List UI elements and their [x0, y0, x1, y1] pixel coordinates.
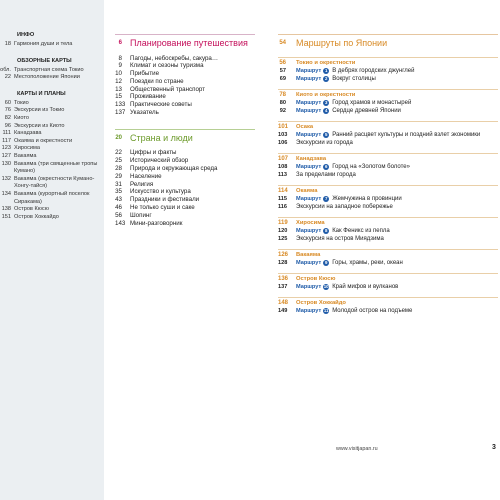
route-entry[interactable]	[278, 75, 498, 83]
entry-content	[296, 131, 498, 139]
entry-page-number: 57	[279, 67, 286, 74]
entry-label: Местоположение Японии	[14, 74, 80, 81]
entry-label: Горы, храмы, реки, океан	[332, 259, 403, 266]
toc-entry[interactable]	[115, 149, 255, 157]
entry-label: Экскурсии из Киото	[14, 122, 65, 129]
entry-page-number: 25	[115, 157, 122, 165]
entry-content	[296, 99, 498, 107]
route-entry[interactable]	[278, 171, 498, 179]
entry-label: Не только суши и саке	[130, 203, 195, 211]
section-page-number: 54	[279, 40, 286, 46]
entry-content	[296, 259, 498, 267]
sidebar	[0, 0, 104, 500]
region-name: Окаяма	[296, 187, 318, 194]
entry-label: В дебрях городских джунглей	[332, 67, 415, 74]
route-entry[interactable]	[278, 235, 498, 243]
sidebar-map-entry[interactable]	[0, 100, 104, 108]
entry-label: Молодой остров на подъеме	[332, 307, 413, 314]
region-header[interactable]	[278, 217, 498, 227]
sidebar-map-entry[interactable]	[0, 138, 104, 146]
entry-label: Экскурсии из Токио	[14, 107, 65, 114]
route-number-badge: 4	[324, 107, 328, 113]
route-number-badge: 9	[324, 259, 328, 265]
sidebar-map-entry[interactable]	[0, 67, 104, 75]
route-label: Маршрут	[296, 195, 322, 202]
entry-label: Прибытие	[130, 70, 160, 78]
entry-page-number: 76	[4, 107, 11, 114]
entry-label: Общественный транспорт	[130, 85, 206, 93]
route-label: Маршрут	[296, 163, 322, 170]
entry-page-number: 35	[115, 188, 122, 196]
right-column	[278, 34, 498, 321]
route-number-badge: 10	[323, 283, 329, 289]
entry-page-number: 130	[1, 160, 11, 167]
route-number-badge: 7	[324, 195, 328, 201]
entry-content	[296, 139, 498, 147]
entry-label: Гармония души и тела	[14, 41, 73, 47]
entry-page-number: 137	[115, 109, 126, 117]
entry-page-number: 108	[278, 163, 288, 170]
entry-label: Поездки по стране	[130, 77, 184, 85]
region-block	[278, 121, 498, 147]
entry-page-number: 92	[279, 107, 286, 114]
sidebar-heading: ИНФО	[17, 32, 35, 38]
region-block	[278, 153, 498, 179]
entry-page-number: 12	[115, 77, 122, 85]
entry-page-number: 22	[115, 149, 122, 157]
region-block	[278, 89, 498, 115]
sidebar-heading: КАРТЫ И ПЛАНЫ	[17, 90, 66, 97]
route-number-badge: 5	[324, 131, 328, 137]
entry-page-number: 82	[4, 114, 11, 121]
sidebar-map-entry[interactable]	[0, 74, 104, 82]
route-label: Маршрут	[296, 283, 322, 290]
entry-page-number: 29	[115, 172, 122, 180]
sidebar-map-entry[interactable]	[0, 191, 104, 206]
toc-entry[interactable]	[115, 220, 255, 228]
entry-content	[296, 67, 498, 75]
entry-label: Вакаяма	[14, 152, 37, 159]
entry-label: Климат и сезоны туризма	[130, 62, 204, 70]
entry-content	[296, 227, 498, 235]
entry-label: Экскурсии на западное побережье	[296, 203, 393, 210]
entry-label: Вокруг столицы	[332, 75, 376, 82]
region-header[interactable]	[278, 153, 498, 163]
section-title[interactable]: Планирование путешествия	[130, 38, 248, 48]
entry-label: Указатель	[130, 109, 159, 117]
region-page-number: 101	[278, 123, 289, 130]
entry-label: Остров Хоккайдо	[14, 213, 59, 220]
entry-label: Шопинг	[130, 211, 152, 219]
entry-label: Праздники и фестивали	[130, 196, 200, 204]
toc-entry[interactable]	[115, 86, 255, 94]
region-page-number: 119	[278, 219, 288, 226]
region-name: Осака	[296, 123, 314, 130]
entry-label: Жемчужина в провинции	[332, 195, 402, 202]
sidebar-map-entry[interactable]	[0, 161, 104, 176]
entry-label: Город на «Золотом болоте»	[332, 163, 410, 170]
entry-label: Религия	[130, 180, 154, 188]
sidebar-map-entry[interactable]	[0, 206, 104, 214]
route-entry[interactable]	[278, 195, 498, 203]
route-label: Маршрут	[296, 75, 322, 82]
region-header[interactable]	[278, 273, 498, 283]
entry-label: Проживание	[130, 93, 166, 101]
footer-url[interactable]: www.visitjapan.ru	[336, 446, 378, 452]
region-block	[278, 297, 498, 315]
entry-page-number: 8	[118, 54, 122, 62]
entry-label: Цифры и факты	[130, 149, 177, 157]
route-entry[interactable]	[278, 227, 498, 235]
section-header	[115, 129, 255, 144]
entry-page-number: обл.	[0, 66, 11, 73]
region-name: Остров Кюсю	[296, 275, 336, 282]
toc-entry[interactable]	[115, 181, 255, 189]
entry-page-number: 69	[279, 75, 286, 82]
sidebar-map-entry[interactable]	[0, 107, 104, 115]
entry-label: Токио	[14, 99, 29, 106]
entry-label: Остров Кюсю	[14, 206, 49, 213]
entry-content	[296, 171, 498, 179]
entry-page-number: 80	[279, 99, 286, 106]
entry-label: Ранний расцвет культуры и поздний взлет экономики	[332, 131, 481, 138]
route-label: Маршрут	[296, 107, 322, 114]
toc-entry[interactable]	[115, 196, 255, 204]
toc-entry[interactable]	[115, 212, 255, 220]
route-entry[interactable]	[278, 99, 498, 107]
toc-entry[interactable]	[115, 157, 255, 165]
region-name: Хиросима	[296, 219, 325, 226]
entry-content	[296, 75, 498, 83]
region-name: Вакаяма	[296, 251, 321, 258]
region-name: Остров Хоккайдо	[296, 299, 346, 306]
entry-page-number: 10	[115, 70, 122, 78]
region-block	[278, 217, 498, 243]
toc-entry[interactable]	[115, 204, 255, 212]
entry-label: Киото	[14, 114, 29, 121]
entry-page-number: 120	[278, 227, 288, 234]
section-country	[115, 129, 255, 227]
route-label: Маршрут	[296, 307, 322, 314]
entry-label: Город храмов и монастырей	[332, 99, 412, 106]
toc-entry[interactable]	[115, 188, 255, 196]
route-number-badge: 2	[324, 75, 328, 81]
entry-page-number: 15	[115, 93, 122, 101]
entry-page-number: 9	[118, 62, 122, 70]
route-entry[interactable]	[278, 307, 498, 315]
entry-label: Хиросима	[14, 145, 40, 152]
entry-page-number: 132	[1, 175, 11, 182]
entry-page-number: 116	[278, 203, 288, 210]
entry-label: Пагоды, небоскребы, сакура…	[130, 54, 219, 62]
route-entry[interactable]	[278, 163, 498, 171]
entry-page-number: 127	[1, 152, 11, 159]
entry-page-number: 125	[278, 235, 288, 242]
entry-page-number: 28	[115, 164, 122, 172]
section-title[interactable]: Страна и люди	[130, 132, 193, 143]
entry-page-number: 96	[4, 122, 11, 129]
sidebar-map-entry[interactable]	[0, 214, 104, 222]
entry-page-number: 134	[1, 190, 11, 197]
section-header	[115, 34, 255, 49]
toc-entry[interactable]	[115, 55, 255, 63]
entry-page-number: 31	[115, 180, 122, 188]
entry-page-number: 115	[278, 195, 288, 202]
entry-content	[296, 195, 498, 203]
entry-page-number: 143	[115, 219, 126, 227]
section-page-number: 6	[118, 40, 122, 46]
route-entry[interactable]	[278, 283, 498, 291]
section-page-number: 20	[115, 134, 122, 141]
region-header[interactable]	[278, 57, 498, 67]
toc-entry[interactable]	[115, 173, 255, 181]
middle-column	[115, 34, 255, 227]
entry-page-number: 103	[278, 131, 288, 138]
region-header[interactable]	[278, 249, 498, 259]
entry-content	[296, 203, 498, 211]
entry-label: Население	[130, 172, 162, 180]
route-entry[interactable]	[278, 203, 498, 211]
section-title[interactable]: Маршруты по Японии	[296, 38, 388, 48]
entry-label: Как Феникс из пепла	[332, 227, 390, 234]
route-label: Маршрут	[296, 67, 322, 74]
region-page-number: 126	[278, 251, 289, 258]
entry-page-number: 43	[115, 196, 122, 204]
sidebar-map-entry[interactable]	[0, 176, 104, 191]
region-header[interactable]	[278, 297, 498, 307]
region-name: Токио и окрестности	[296, 59, 356, 66]
entry-page-number: 123	[1, 145, 11, 152]
entry-label: Мини-разговорник	[130, 219, 183, 227]
region-header[interactable]	[278, 121, 498, 131]
entry-page-number: 18	[4, 41, 11, 47]
section-header	[278, 34, 498, 49]
toc-entry[interactable]	[115, 165, 255, 173]
entry-content	[296, 307, 498, 315]
entry-label: Исторический обзор	[130, 157, 189, 165]
region-page-number: 136	[278, 275, 289, 282]
entry-label: Природа и окружающая среда	[130, 164, 218, 172]
route-entry[interactable]	[278, 139, 498, 147]
region-page-number: 56	[279, 59, 286, 66]
entry-page-number: 46	[115, 203, 122, 211]
entry-page-number: 22	[4, 74, 11, 81]
entry-page-number: 113	[278, 171, 288, 178]
region-header[interactable]	[278, 89, 498, 99]
route-number-badge: 1	[324, 67, 328, 73]
page-number: 3	[492, 444, 496, 451]
entry-label: Практические советы	[130, 101, 192, 109]
entry-label: За пределами города	[296, 171, 356, 178]
sidebar-maps-overview-section	[0, 58, 104, 82]
entry-label: Искусство и культура	[130, 188, 191, 196]
entry-label: Вакаяма (курортный поселок Сиракама)	[14, 190, 90, 205]
entry-label: Экскурсия на остров Миядзима	[296, 235, 384, 242]
region-block	[278, 249, 498, 267]
section-planning	[115, 34, 255, 117]
region-page-number: 107	[278, 155, 289, 162]
route-number-badge: 3	[324, 99, 328, 105]
sidebar-heading: ОБЗОРНЫЕ КАРТЫ	[17, 57, 72, 64]
route-entry[interactable]	[278, 107, 498, 115]
entry-page-number: 151	[1, 213, 11, 220]
region-block	[278, 57, 498, 83]
entry-label: Край мифов и вулканов	[332, 283, 399, 290]
entry-page-number: 137	[278, 283, 288, 290]
sidebar-map-entry[interactable]	[0, 41, 104, 49]
toc-entry[interactable]	[115, 109, 255, 117]
toc-entry[interactable]	[115, 62, 255, 70]
toc-entry[interactable]	[115, 93, 255, 101]
region-header[interactable]	[278, 185, 498, 195]
route-number-badge: 11	[323, 307, 329, 313]
region-name: Канадзава	[296, 155, 327, 162]
entry-content	[296, 235, 498, 243]
sidebar-map-entry[interactable]	[0, 123, 104, 131]
entry-page-number: 13	[115, 85, 122, 93]
route-number-badge: 6	[324, 163, 328, 169]
entry-label: Окаяма и окрестности	[14, 137, 73, 144]
sidebar-map-entry[interactable]	[0, 153, 104, 161]
route-entry[interactable]	[278, 67, 498, 75]
toc-entry[interactable]	[115, 101, 255, 109]
route-label: Маршрут	[296, 131, 322, 138]
route-entry[interactable]	[278, 259, 498, 267]
entry-page-number: 60	[4, 99, 11, 106]
entry-label: Канадзава	[14, 130, 42, 137]
entry-content	[296, 163, 498, 171]
sidebar-map-entry[interactable]	[0, 145, 104, 153]
entry-page-number: 111	[2, 130, 11, 137]
entry-page-number: 106	[278, 139, 288, 146]
route-entry[interactable]	[278, 131, 498, 139]
entry-page-number: 56	[115, 211, 122, 219]
region-page-number: 78	[279, 91, 286, 98]
entry-label: Транспортная схема Токио	[14, 66, 84, 73]
entry-page-number: 133	[115, 101, 126, 109]
toc-entry[interactable]	[115, 70, 255, 78]
entry-page-number: 149	[278, 307, 288, 314]
region-page-number: 114	[278, 187, 288, 194]
entry-content	[296, 107, 498, 115]
sidebar-info-section	[0, 32, 104, 49]
route-label: Маршрут	[296, 227, 322, 234]
entry-label: Вакаяма (три священные тропы Кумано)	[14, 160, 98, 175]
route-label: Маршрут	[296, 259, 322, 266]
route-number-badge: 8	[324, 227, 328, 233]
region-page-number: 148	[278, 299, 289, 306]
region-block	[278, 273, 498, 291]
entry-label: Экскурсии из города	[296, 139, 353, 146]
entry-content	[296, 283, 498, 291]
toc-entry[interactable]	[115, 78, 255, 86]
entry-label: Вакаяма (окрестности Кумано-Хонгу-тайся)	[14, 175, 95, 190]
route-label: Маршрут	[296, 99, 322, 106]
sidebar-map-entry[interactable]	[0, 115, 104, 123]
entry-page-number: 117	[2, 137, 11, 144]
region-name: Киото и окрестности	[296, 91, 356, 98]
sidebar-maps-plans-section	[0, 91, 104, 222]
sidebar-map-entry[interactable]	[0, 130, 104, 138]
entry-page-number: 138	[1, 206, 11, 213]
region-block	[278, 185, 498, 211]
entry-label: Сердце древней Японии	[332, 107, 401, 114]
entry-page-number: 128	[278, 259, 288, 266]
